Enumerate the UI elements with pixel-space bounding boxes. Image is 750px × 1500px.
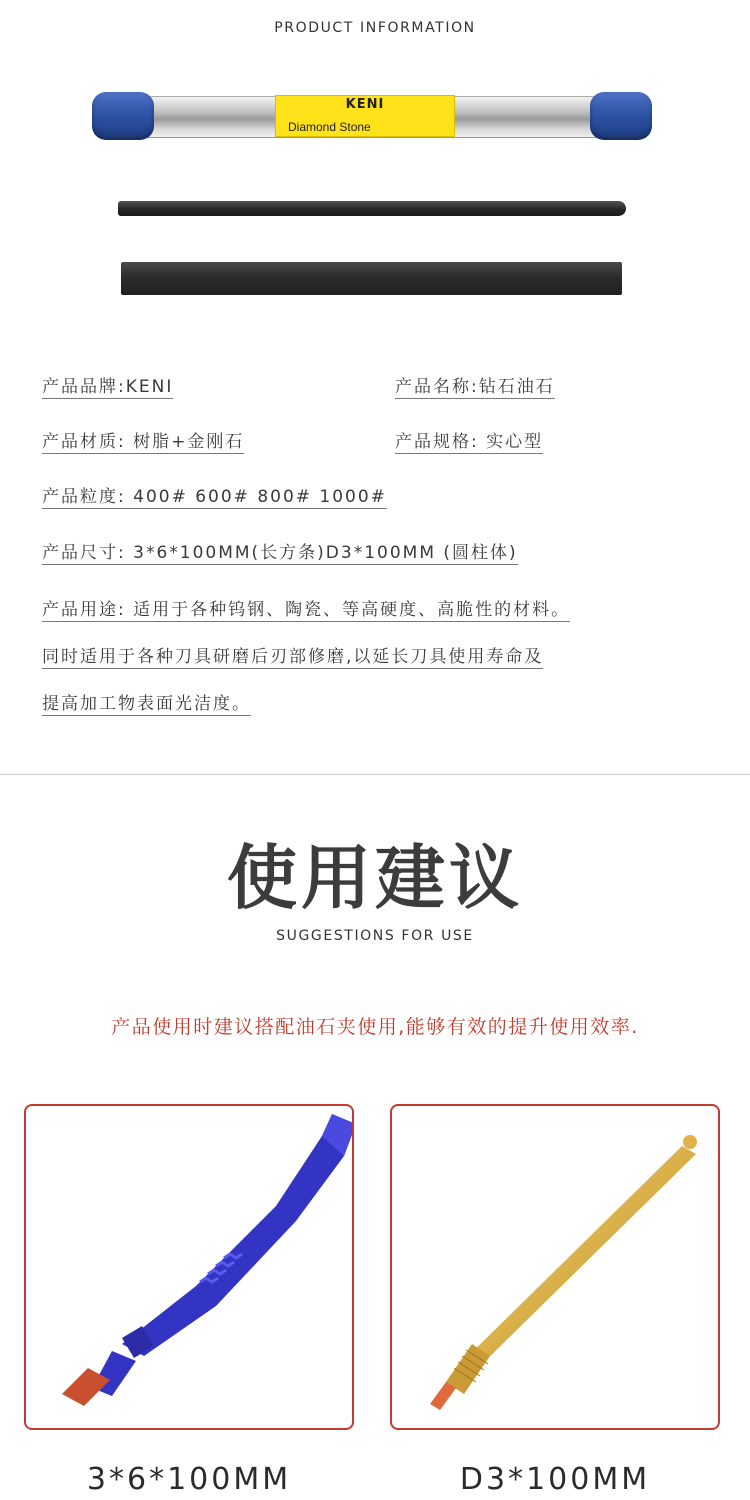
section-header: PRODUCT INFORMATION (274, 20, 476, 36)
tube-cap-right (590, 92, 652, 140)
section-divider (0, 774, 750, 775)
caption-pen-holder: D3*100MM (459, 1462, 651, 1497)
gold-pen-holder-icon (392, 1106, 718, 1428)
spec-name: 产品名称:钻石油石 (395, 372, 555, 399)
holder-card-flat (24, 1104, 354, 1430)
spec-type: 产品规格: 实心型 (395, 427, 543, 454)
suggestions-subtitle: SUGGESTIONS FOR USE (276, 928, 474, 944)
caption-flat-holder: 3*6*100MM (86, 1462, 292, 1497)
usage-tip: 产品使用时建议搭配油石夹使用,能够有效的提升使用效率. (111, 1016, 639, 1038)
tube-cap-left (92, 92, 154, 140)
cylinder-stone (118, 201, 626, 216)
suggestions-title: 使用建议 (227, 837, 523, 919)
spec-brand: 产品品牌:KENI (42, 372, 173, 399)
spec-usage-line2: 同时适用于各种刀具研磨后刃部修磨,以延长刀具使用寿命及 (42, 642, 543, 669)
spec-size: 产品尺寸: 3*6*100MM(长方条)D3*100MM (圆柱体) (42, 538, 518, 565)
rectangular-stone (121, 262, 622, 295)
label-brand-logo: KENI (345, 97, 385, 112)
blue-flat-holder-icon (26, 1106, 352, 1428)
holder-card-pen (390, 1104, 720, 1430)
label-product-text: Diamond Stone (288, 120, 371, 134)
spec-usage-line1: 产品用途: 适用于各种钨钢、陶瓷、等高硬度、高脆性的材料。 (42, 595, 570, 622)
spec-material: 产品材质: 树脂+金刚石 (42, 427, 244, 454)
spec-usage-line3: 提高加工物表面光洁度。 (42, 689, 251, 716)
spec-grit: 产品粒度: 400# 600# 800# 1000# (42, 482, 387, 509)
